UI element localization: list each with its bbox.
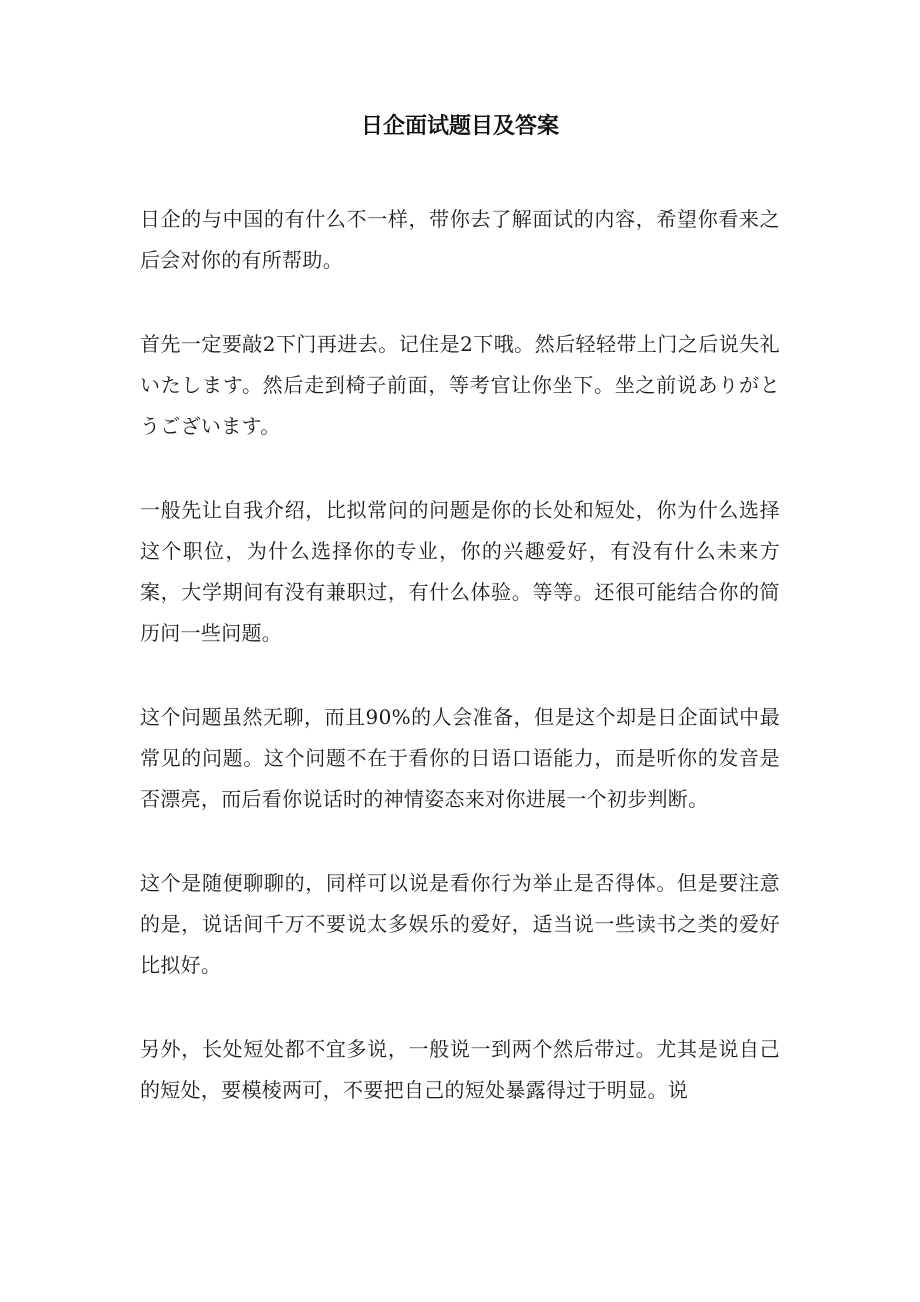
paragraph-self-introduction: 这个问题虽然无聊，而且90%的人会准备，但是这个却是日企面试中最常见的问题。这个问题不在于看你的日语口语能力，而是听你的发音是否漂亮，而后看你说话时的神情姿态来对你进展一个初步判断。	[140, 705, 780, 811]
document-body	[140, 199, 780, 1154]
paragraph-intro: 日企的与中国的有什么不一样，带你去了解面试的内容，希望你看来之后会对你的有所帮助。	[140, 207, 780, 272]
paragraph-hobbies: 这个是随便聊聊的，同样可以说是看你行为举止是否得体。但是要注意的是，说话间千万不要说太多娱乐的爱好，适当说一些读书之类的爱好比拟好。	[140, 871, 780, 977]
document-title: 日企面试题目及答案	[360, 113, 559, 139]
paragraph-common-questions: 一般先让自我介绍，比拟常问的问题是你的长处和短处，你为什么选择这个职位，为什么选择你的专业，你的兴趣爱好，有没有什么未来方案，大学期间有没有兼职过，有什么体验。等等。还很可能结合你的简历问一些问题。	[140, 498, 780, 645]
paragraph-strengths-weaknesses: 另外，长处短处都不宜多说，一般说一到两个然后带过。尤其是说自己的短处，要模棱两可，不要把自己的短处暴露得过于明显。说	[140, 1037, 780, 1102]
paragraph-entering-room: 首先一定要敲2下门再进去。记住是2下哦。然后轻轻带上门之后说失礼いたします。然后走到椅子前面，等考官让你坐下。坐之前说ありがとうございます。	[140, 332, 780, 438]
